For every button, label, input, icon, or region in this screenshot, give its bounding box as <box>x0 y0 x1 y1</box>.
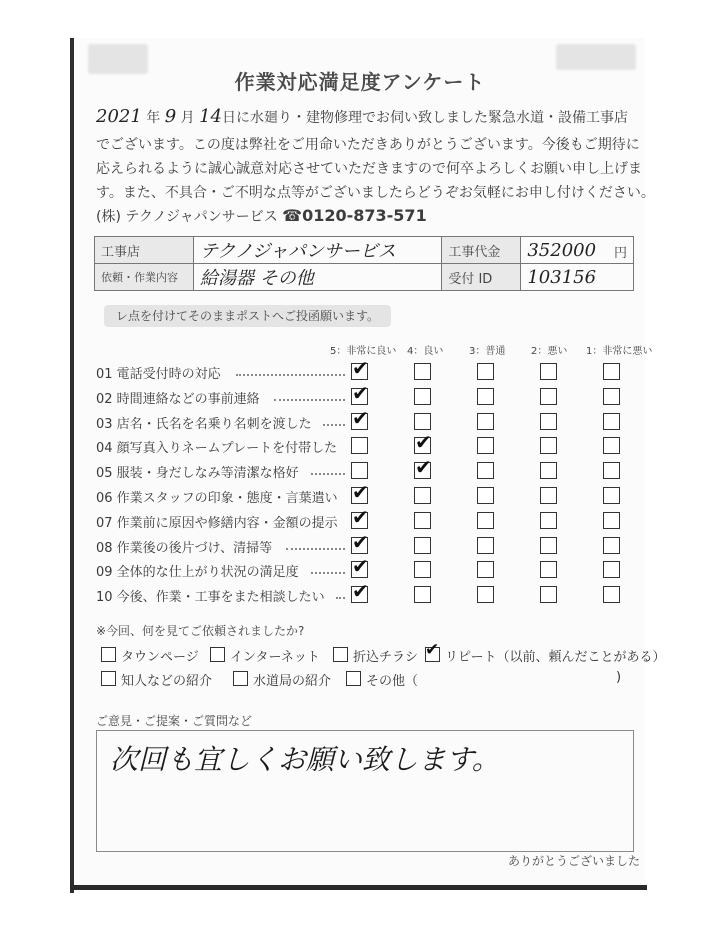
rating-checkbox-1[interactable] <box>603 388 620 405</box>
fee-cell <box>521 237 634 264</box>
source-option-label: 水道局の紹介 <box>253 674 332 689</box>
source-option-label: インターネット <box>230 650 320 665</box>
scale-3: 3：普通 <box>469 346 506 357</box>
rating-checkbox-2[interactable] <box>540 462 557 479</box>
intro-line-1 <box>96 106 646 127</box>
month-unit: 月 <box>180 110 195 126</box>
rating-checkbox-3[interactable] <box>477 363 494 380</box>
source-checkbox[interactable] <box>101 671 116 686</box>
check-mark-icon: ✔ <box>425 640 440 660</box>
content-label: 依頼・作業内容 <box>95 264 194 291</box>
store-value: テクノジャパンサービス <box>194 237 442 264</box>
rating-checkbox-4[interactable] <box>414 363 431 380</box>
content-value: 給湯器 その他 <box>194 264 442 291</box>
instruction-banner: レ点を付けてそのままポストへご投函願います。 <box>104 305 391 327</box>
leader-dots <box>236 374 345 376</box>
check-mark-icon: ✔ <box>352 356 369 380</box>
scan-edge-bottom <box>70 885 647 890</box>
scale-1: 1：非常に悪い <box>586 346 653 357</box>
job-info-table <box>94 236 634 291</box>
leader-dots <box>323 424 345 426</box>
company-name: (株) テクノジャパンサービス <box>96 209 278 225</box>
leader-dots <box>311 572 345 574</box>
rating-checkbox-3[interactable] <box>477 487 494 504</box>
rating-checkbox-4[interactable] <box>414 586 431 603</box>
rating-checkbox-3[interactable] <box>477 462 494 479</box>
rating-checkbox-2[interactable] <box>540 437 557 454</box>
store-label: 工事店 <box>95 237 194 264</box>
year-unit: 年 <box>146 110 161 126</box>
source-checkbox[interactable] <box>333 647 348 662</box>
question-label: 02 時間連絡などの事前連絡 <box>96 391 260 407</box>
source-option-label: リピート（以前、頼んだことがある） <box>445 650 666 665</box>
source-checkbox[interactable] <box>101 647 116 662</box>
rating-checkbox-1[interactable] <box>603 561 620 578</box>
rating-checkbox-2[interactable] <box>540 512 557 529</box>
rating-checkbox-2[interactable] <box>540 363 557 380</box>
rating-checkbox-4[interactable] <box>414 537 431 554</box>
source-checkbox[interactable] <box>233 671 248 686</box>
rating-checkbox-1[interactable] <box>603 537 620 554</box>
rating-checkbox-4[interactable] <box>414 413 431 430</box>
company-line <box>96 206 646 226</box>
check-mark-icon: ✔ <box>352 480 369 504</box>
question-label: 07 作業前に原因や修繕内容・金額の提示 <box>96 515 338 531</box>
rating-checkbox-1[interactable] <box>603 413 620 430</box>
comments-label: ご意見・ご提案・ご質問など <box>96 714 253 728</box>
rating-checkbox-4[interactable] <box>414 388 431 405</box>
question-label: 04 顔写真入りネームプレートを付帯した <box>96 441 338 457</box>
intro-line-1-rest: 日に水廻り・建物修理でお伺い致しました緊急水道・設備工事店 <box>221 110 628 126</box>
source-checkbox[interactable] <box>346 671 361 686</box>
rating-checkbox-4[interactable] <box>414 487 431 504</box>
question-label: 01 電話受付時の対応 <box>96 367 221 382</box>
source-option-label: 知人などの紹介 <box>121 674 213 689</box>
intro-line-3: 応えられるように誠心誠意対応させていただきますので何卒よろしくお願い申し上げま <box>96 161 642 177</box>
question-label: 05 服装・身だしなみ等清潔な格好 <box>96 466 299 482</box>
check-mark-icon: ✔ <box>415 430 432 455</box>
rating-checkbox-2[interactable] <box>540 413 557 430</box>
leader-dots <box>311 473 345 475</box>
check-mark-icon: ✔ <box>352 504 369 529</box>
rating-checkbox-1[interactable] <box>603 512 620 529</box>
rating-checkbox-2[interactable] <box>540 561 557 578</box>
rating-checkbox-5[interactable] <box>351 437 368 454</box>
rating-checkbox-2[interactable] <box>540 537 557 554</box>
rating-checkbox-4[interactable] <box>414 561 431 578</box>
scan-edge-left <box>70 38 74 893</box>
source-option-label: タウンページ <box>121 650 199 665</box>
source-checkbox[interactable] <box>210 647 225 662</box>
rating-checkbox-1[interactable] <box>603 586 620 603</box>
intro-line-2: でございます。この度は弊社をご用命いただきありがとうございます。今後もご期待に <box>96 137 640 153</box>
rating-checkbox-1[interactable] <box>603 437 620 454</box>
check-mark-icon: ✔ <box>352 380 369 405</box>
question-label: 06 作業スタッフの印象・態度・言葉遣い <box>96 491 338 506</box>
source-question: ※今回、何を見てご依頼されましたか? <box>96 624 305 638</box>
source-option-label: 折込チラシ <box>353 650 419 665</box>
rating-checkbox-1[interactable] <box>603 462 620 479</box>
rating-checkbox-3[interactable] <box>477 561 494 578</box>
leader-dots <box>274 399 345 401</box>
rating-checkbox-3[interactable] <box>477 586 494 603</box>
rating-checkbox-1[interactable] <box>603 363 620 380</box>
rating-checkbox-2[interactable] <box>540 586 557 603</box>
rating-checkbox-2[interactable] <box>540 487 557 504</box>
rating-checkbox-3[interactable] <box>477 437 494 454</box>
question-label: 10 今後、作業・工事をまた相談したい <box>96 590 325 606</box>
scale-5: 5：非常に良い <box>330 346 397 357</box>
receipt-label: 受付 ID <box>442 264 521 291</box>
leader-dots <box>286 548 345 550</box>
fee-label: 工事代金 <box>442 237 521 264</box>
handwritten-year: 2021 <box>96 106 142 127</box>
phone-number: ☎0120-873-571 <box>282 206 427 225</box>
scale-2: 2：悪い <box>531 346 568 357</box>
scale-4: 4：良い <box>407 346 444 357</box>
survey-title: 作業対応満足度アンケート <box>234 70 486 94</box>
check-mark-icon: ✔ <box>352 529 369 554</box>
check-mark-icon: ✔ <box>352 405 369 430</box>
rating-checkbox-2[interactable] <box>540 388 557 405</box>
rating-checkbox-3[interactable] <box>477 512 494 529</box>
check-mark-icon: ✔ <box>352 579 369 604</box>
check-mark-icon: ✔ <box>415 455 432 480</box>
fee-value: 352000 <box>527 239 597 261</box>
question-label: 03 店名・氏名を名乗り名刺を渡した <box>96 416 312 432</box>
intro-line-4: す。また、不具合・ご不明な点等がございましたらどうぞお気軽にお申し付けください。 <box>96 185 655 201</box>
thanks-text: ありがとうございました <box>508 854 641 868</box>
rating-checkbox-3[interactable] <box>477 388 494 405</box>
rating-checkbox-5[interactable] <box>351 462 368 479</box>
source-option-label: その他（ <box>366 674 419 689</box>
rating-checkbox-3[interactable] <box>477 413 494 430</box>
question-label: 09 全体的な仕上がり状況の満足度 <box>96 565 299 581</box>
leader-dots <box>336 597 345 599</box>
receipt-value: 103156 <box>521 264 634 291</box>
rating-checkbox-1[interactable] <box>603 487 620 504</box>
question-label: 08 作業後の後片づけ、清掃等 <box>96 540 273 556</box>
rating-checkbox-4[interactable] <box>414 512 431 529</box>
other-close-paren: ) <box>616 670 622 685</box>
rating-checkbox-3[interactable] <box>477 537 494 554</box>
check-mark-icon: ✔ <box>352 554 369 579</box>
fee-unit: 円 <box>613 245 627 261</box>
handwritten-day: 14 <box>199 106 222 127</box>
handwritten-comment: 次回も宜しくお願い致します。 <box>110 743 500 776</box>
handwritten-month: 9 <box>164 106 177 127</box>
